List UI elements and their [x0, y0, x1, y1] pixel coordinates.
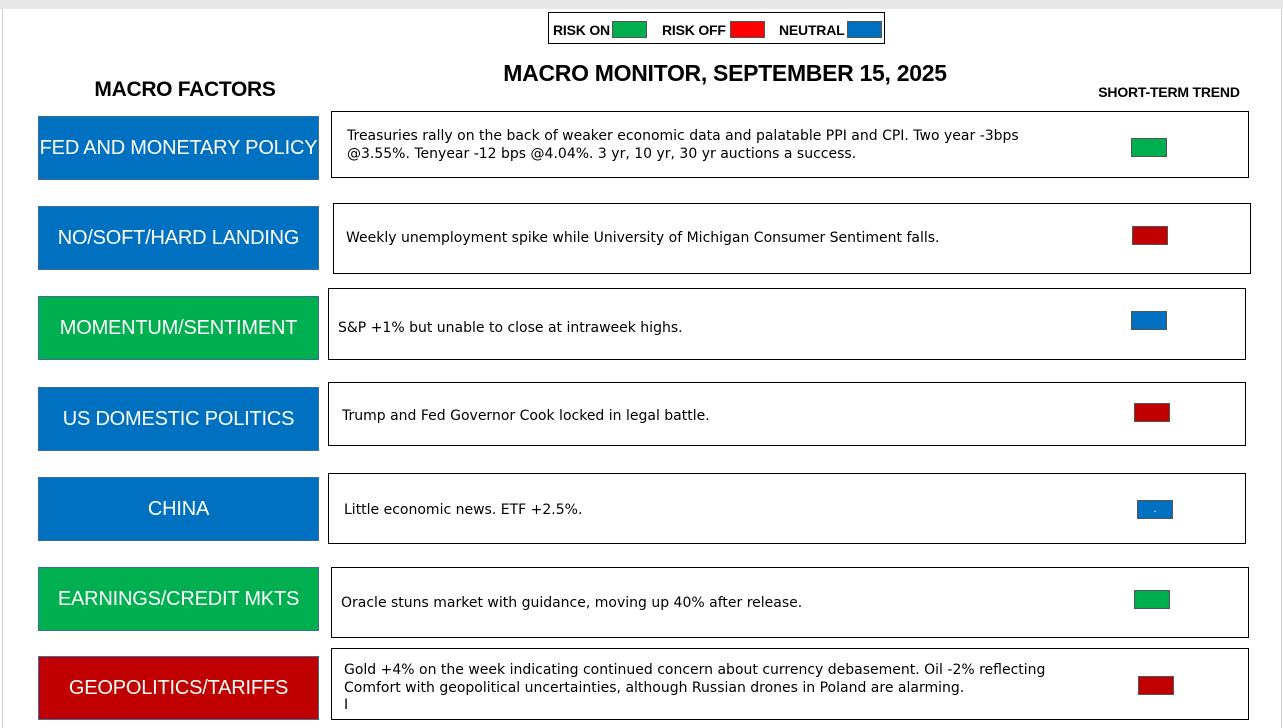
short-term-trend-heading: SHORT-TERM TREND — [1098, 84, 1240, 100]
factor-geopolitics-tariffs: GEOPOLITICS/TARIFFS — [38, 656, 319, 720]
top-toolbar-strip — [0, 0, 1283, 9]
comment-text: Gold +4% on the week indicating continued concern about currency debasement. Oil -2% reflecting Comfort with geopolitical uncertainties, although Russian drones in Poland are alarming. — [344, 662, 1046, 696]
comment-box — [333, 203, 1251, 274]
trend-indicator — [1138, 676, 1174, 695]
trend-mark: . — [1153, 501, 1157, 515]
factor-china: CHINA — [38, 477, 319, 541]
legend-risk-on-swatch — [612, 21, 647, 38]
text-cursor: I — [344, 697, 349, 713]
trend-indicator — [1137, 500, 1173, 519]
macro-factors-heading: MACRO FACTORS — [94, 78, 276, 101]
legend-neutral-label: NEUTRAL — [779, 22, 845, 38]
comment-box — [328, 473, 1246, 544]
trend-indicator — [1134, 403, 1170, 422]
comment-text: Oracle stuns market with guidance, moving up 40% after release. — [341, 595, 803, 611]
factor-us-domestic-politics: US DOMESTIC POLITICS — [38, 387, 319, 451]
factor-earnings-credit: EARNINGS/CREDIT MKTS — [38, 567, 319, 631]
factor-landing: NO/SOFT/HARD LANDING — [38, 206, 319, 270]
trend-indicator — [1131, 138, 1167, 157]
comment-text: Weekly unemployment spike while University of Michigan Consumer Sentiment falls. — [346, 230, 940, 246]
comment-box — [328, 382, 1246, 446]
comment-box — [331, 111, 1249, 178]
legend-neutral-swatch — [847, 21, 882, 38]
comment-box — [328, 288, 1246, 360]
trend-indicator — [1134, 590, 1170, 609]
legend-risk-on-label: RISK ON — [553, 22, 610, 38]
factor-momentum-sentiment: MOMENTUM/SENTIMENT — [38, 296, 319, 360]
page-title: MACRO MONITOR, SEPTEMBER 15, 2025 — [503, 60, 947, 86]
comment-box — [331, 567, 1249, 638]
legend — [548, 12, 885, 44]
comment-text: Trump and Fed Governor Cook locked in legal battle. — [342, 408, 710, 424]
comment-text: S&P +1% but unable to close at intraweek highs. — [338, 320, 683, 336]
trend-indicator — [1131, 311, 1167, 330]
trend-indicator — [1132, 226, 1168, 245]
comment-box — [331, 648, 1249, 720]
factor-fed-monetary-policy: FED AND MONETARY POLICY — [38, 116, 319, 180]
comment-text: Treasuries rally on the back of weaker economic data and palatable PPI and CPI. Two year -3bps @3.55%. Tenyear -12 bps @4.04%. 3 yr, 10 yr, 30 yr auctions a success. — [347, 128, 1019, 162]
comment-text: Little economic news. ETF +2.5%. — [344, 502, 583, 518]
legend-risk-off-swatch — [730, 21, 765, 38]
legend-risk-off-label: RISK OFF — [662, 22, 726, 38]
